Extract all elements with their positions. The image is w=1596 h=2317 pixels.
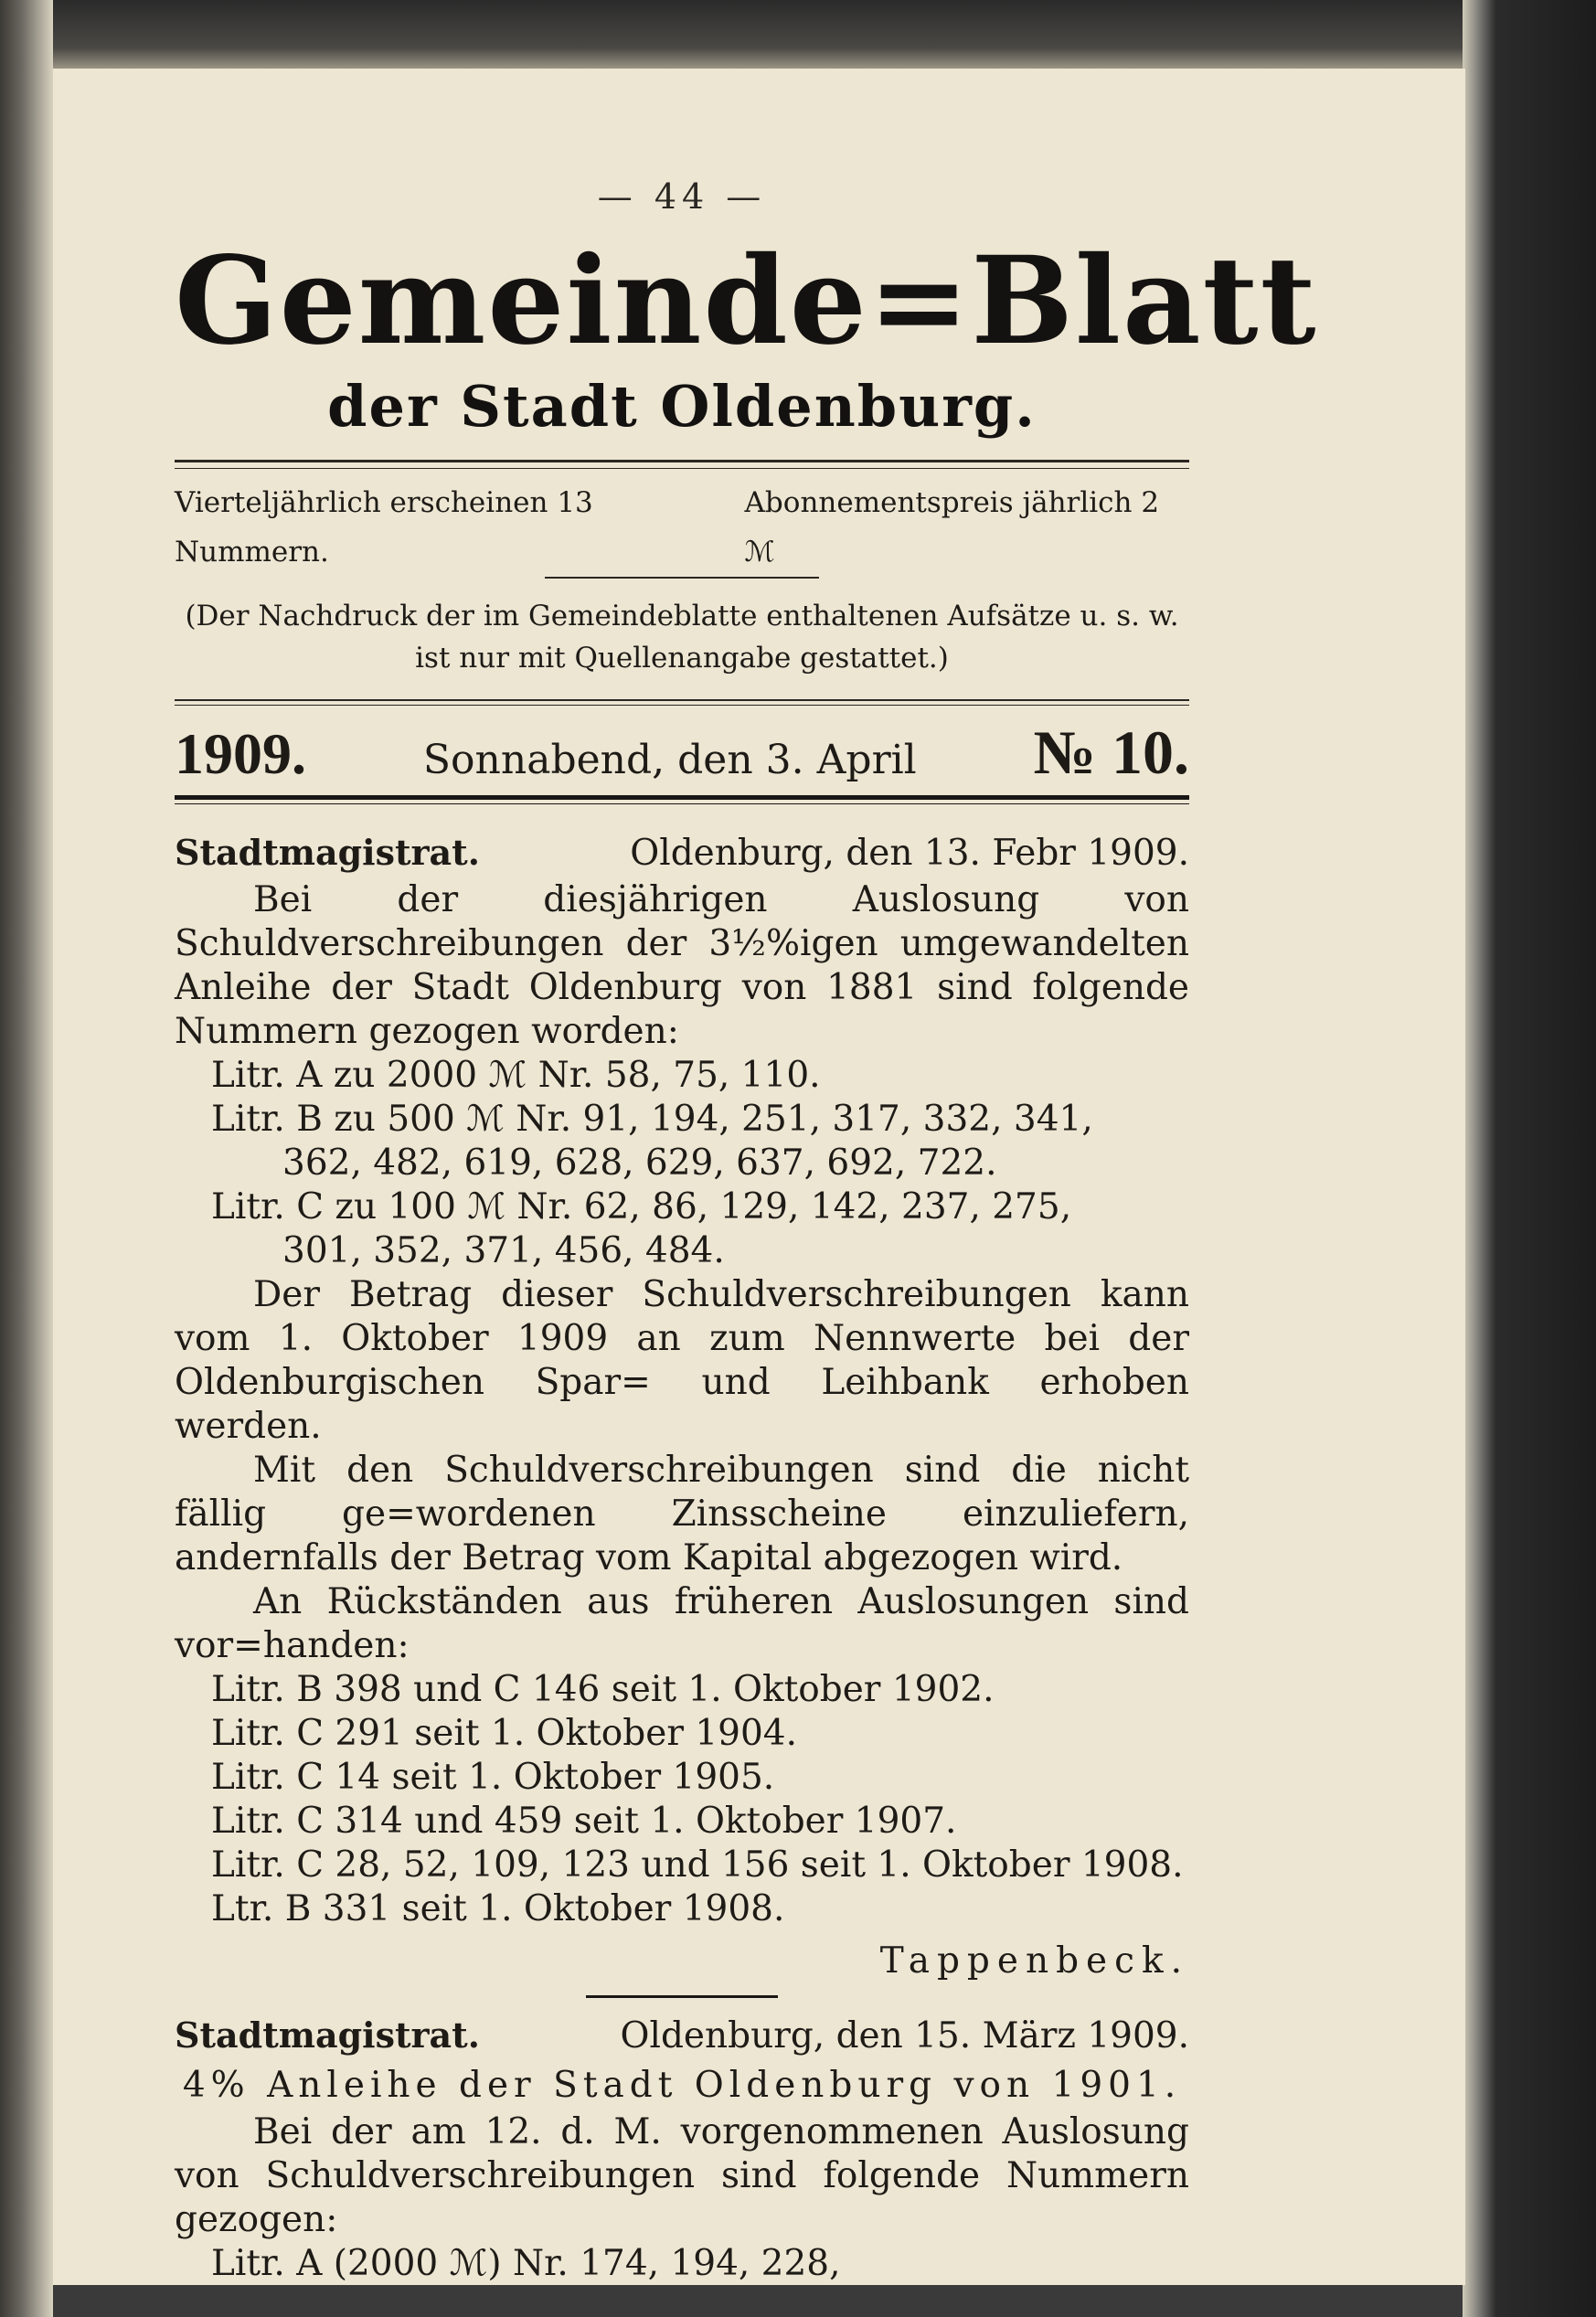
article-1-lit-c-line-1: Litr. C zu 100 ℳ Nr. 62, 86, 129, 142, 237, 275, (211, 1186, 1072, 1228)
article-2-place-date: Oldenburg, den 15. März 1909. (620, 2015, 1189, 2057)
page-number: — 44 — (597, 176, 767, 217)
price-text: Abonnementspreis jährlich 2 ℳ (744, 486, 1160, 569)
masthead-title: Gemeinde=Blatt (175, 230, 1318, 372)
issue-rule-top-2 (175, 705, 1189, 706)
article-1-lit-a: Litr. A zu 2000 ℳ Nr. 58, 75, 110. (211, 1055, 821, 1096)
masthead-rule (175, 460, 1189, 469)
article-1-arrears-4: Litr. C 314 und 459 seit 1. Oktober 1907. (211, 1801, 957, 1842)
issue-date: Sonnabend, den 3. April (422, 737, 917, 783)
article-1-arrears-2: Litr. C 291 seit 1. Oktober 1904. (211, 1713, 798, 1754)
book-spine-edge (1463, 0, 1596, 2317)
article-2-heading: 4% Anleihe der Stadt Oldenburg von 1901. (182, 2065, 1182, 2106)
book-top-edge (0, 0, 1596, 69)
article-1-paragraph-3: Mit den Schuldverschreibungen sind die nicht fällig ge=wordenen Zinsscheine einzuliefern, andernfalls der Betrag vom Kapital abgezogen wird. (175, 1450, 1189, 1578)
reprint-note-line-1: (Der Nachdruck der im Gemeindeblatte enthaltenen Aufsätze u. s. w. (185, 600, 1179, 632)
article-1-lit-b-line-1: Litr. B zu 500 ℳ Nr. 91, 194, 251, 317, 332, 341, (211, 1099, 1093, 1140)
article-2-paragraph-1: Bei der am 12. d. M. vorgenommenen Auslosung von Schuldverschreibungen sind folgende Nummern gezogen: (175, 2111, 1189, 2240)
issue-line (175, 717, 1189, 786)
short-divider (545, 577, 819, 579)
article-1-paragraph-1: Bei der diesjährigen Auslosung von Schuldverschreibungen der 3½%igen umgewandelten Anleihe der Stadt Oldenburg von 1881 sind folgende Nummern gezogen worden: (175, 879, 1189, 1052)
article-1-arrears-3: Litr. C 14 seit 1. Oktober 1905. (211, 1757, 775, 1798)
article-2-header (175, 2011, 1189, 2061)
article-1-header (175, 828, 1189, 878)
issue-rule-bottom (175, 795, 1189, 800)
issue-number: № 10. (1033, 717, 1189, 787)
reprint-note-line-2: ist nur mit Quellenangabe gestattet.) (415, 642, 949, 675)
text-column (175, 169, 1318, 2286)
document-page (53, 69, 1465, 2285)
frequency-text: Vierteljährlich erscheinen 13 Nummern. (175, 486, 593, 569)
article-2-authority: Stadtmagistrat. (175, 2014, 480, 2056)
reprint-note (175, 595, 1189, 679)
article-1-place-date: Oldenburg, den 13. Febr 1909. (630, 833, 1189, 874)
article-divider (586, 1995, 778, 1998)
issue-rule-top (175, 699, 1189, 701)
article-1-paragraph-4: An Rückständen aus früheren Auslosungen sind vor=handen: (175, 1581, 1189, 1666)
article-1-arrears-6: Ltr. B 331 seit 1. Oktober 1908. (211, 1888, 785, 1929)
article-1-paragraph-2: Der Betrag dieser Schuldverschreibungen kann vom 1. Oktober 1909 an zum Nennwerte bei der Oldenburgischen Spar= und Leihbank erhoben werden. (175, 1274, 1189, 1447)
issue-rule-bottom-2 (175, 803, 1189, 804)
article-1-lit-c-line-2: 301, 352, 371, 456, 484. (282, 1230, 725, 1271)
article-1-lit-b-line-2: 362, 482, 619, 628, 629, 637, 692, 722. (282, 1143, 997, 1184)
book-left-page-edge (0, 0, 53, 2317)
masthead-subtitle: der Stadt Oldenburg. (327, 373, 1037, 440)
article-1-arrears-5: Litr. C 28, 52, 109, 123 und 156 seit 1. Oktober 1908. (211, 1844, 1184, 1886)
article-1-arrears-1: Litr. B 398 und C 146 seit 1. Oktober 1902. (211, 1669, 995, 1710)
subscription-info (175, 478, 1189, 577)
article-1-signature: Tappenbeck. (879, 1940, 1189, 1982)
issue-year: 1909. (175, 721, 306, 786)
article-2-lit-a: Litr. A (2000 ℳ) Nr. 174, 194, 228, (211, 2243, 841, 2284)
article-1-authority: Stadtmagistrat. (175, 832, 480, 873)
